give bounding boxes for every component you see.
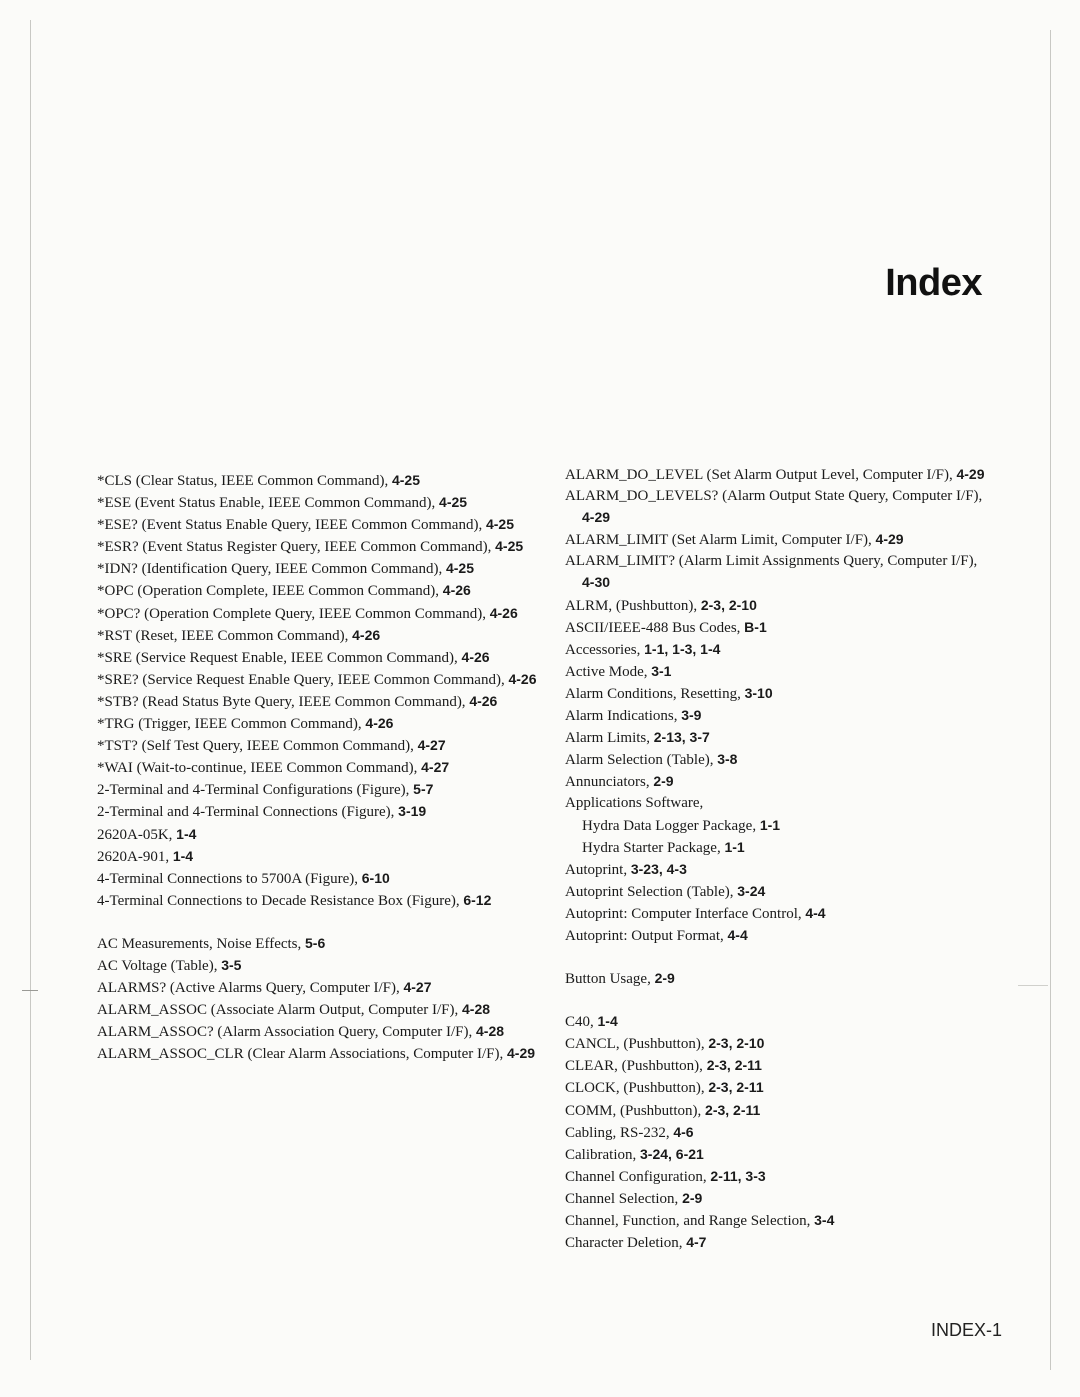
index-entry-term: *ESE (Event Status Enable, IEEE Common Command), bbox=[97, 495, 440, 512]
index-entry-term: *STB? (Read Status Byte Query, IEEE Common Command), bbox=[97, 693, 470, 710]
index-entry-page-ref: 4-27 bbox=[403, 979, 432, 996]
index-entry-page-ref: 5-7 bbox=[413, 781, 434, 798]
index-entry bbox=[565, 705, 985, 727]
index-entry bbox=[97, 669, 537, 691]
index-entry-term: AC Voltage (Table), bbox=[97, 957, 222, 974]
index-entry bbox=[97, 603, 537, 625]
index-entry-page-ref: 4-26 bbox=[469, 692, 498, 709]
index-entry-term: Alarm Limits, bbox=[565, 730, 654, 747]
index-entry-page-ref: 4-4 bbox=[727, 926, 748, 943]
index-entry-page-ref: 4-29 bbox=[507, 1045, 536, 1062]
index-entry-term: Alarm Selection (Table), bbox=[565, 752, 718, 769]
index-entry bbox=[97, 846, 537, 868]
index-entry-page-ref: 4-26 bbox=[442, 582, 471, 599]
index-entry-page-ref: 4-29 bbox=[956, 466, 985, 482]
index-entry-page-ref: 1-1 bbox=[724, 838, 745, 855]
index-entry bbox=[97, 492, 537, 514]
index-entry-term: ASCII/IEEE-488 Bus Codes, bbox=[565, 619, 745, 636]
index-entry bbox=[565, 1166, 985, 1188]
index-entry bbox=[565, 1122, 985, 1144]
index-entry-term: Autoprint, bbox=[565, 861, 631, 878]
index-entry-page-ref: 6-12 bbox=[463, 891, 492, 908]
index-entry bbox=[97, 977, 537, 999]
entry-gap bbox=[565, 947, 985, 968]
index-entry-term: CANCL, (Pushbutton), bbox=[565, 1036, 709, 1053]
index-entry bbox=[97, 691, 537, 713]
scan-edge-left bbox=[30, 20, 31, 1360]
index-entry-term: *TRG (Trigger, IEEE Common Command), bbox=[97, 716, 366, 733]
index-entry-page-ref: 4-26 bbox=[489, 604, 518, 621]
index-entry-term: ALARM_ASSOC (Associate Alarm Output, Computer I/F), bbox=[97, 1002, 462, 1019]
index-entry-page-ref: 6-10 bbox=[361, 869, 390, 886]
index-entry bbox=[97, 890, 537, 912]
index-entry-term: Alarm Indications, bbox=[565, 708, 682, 725]
index-column-right bbox=[565, 464, 985, 1254]
index-entry-page-ref: 3-19 bbox=[398, 803, 427, 820]
index-entry-page-ref: 3-5 bbox=[221, 956, 242, 973]
index-entry-page-ref: 3-4 bbox=[814, 1212, 835, 1228]
index-entry bbox=[97, 647, 537, 669]
index-entry-term: 4-Terminal Connections to Decade Resistance Box (Figure), bbox=[97, 892, 464, 909]
index-entry bbox=[97, 868, 537, 890]
index-entry-page-ref: 2-3, 2-11 bbox=[705, 1101, 761, 1118]
index-entry-term: CLEAR, (Pushbutton), bbox=[565, 1058, 707, 1075]
index-entry-page-ref: 4-30 bbox=[582, 574, 611, 591]
index-entry-page-ref: 2-3, 2-11 bbox=[708, 1079, 764, 1096]
index-entry-page-ref: 4-26 bbox=[461, 648, 490, 665]
index-entry-term: CLOCK, (Pushbutton), bbox=[565, 1080, 709, 1097]
index-entry bbox=[97, 735, 537, 757]
index-entry-term: 2-Terminal and 4-Terminal Configurations (Figure), bbox=[97, 782, 414, 799]
index-entry-term: ALARM_ASSOC_CLR (Clear Alarm Associations, Computer I/F), bbox=[97, 1046, 507, 1063]
index-entry bbox=[97, 536, 537, 558]
index-entry bbox=[97, 824, 537, 846]
index-entry-term: COMM, (Pushbutton), bbox=[565, 1102, 706, 1119]
index-entry-page-ref: 2-13, 3-7 bbox=[653, 729, 710, 746]
index-entry-page-ref: 4-25 bbox=[439, 494, 468, 511]
index-entry bbox=[565, 529, 985, 551]
page-number: INDEX-1 bbox=[930, 1320, 1002, 1340]
index-entry bbox=[565, 1232, 985, 1254]
index-entry bbox=[565, 903, 985, 925]
index-entry bbox=[97, 801, 537, 823]
scan-edge-right bbox=[1050, 30, 1051, 1370]
index-entry-page-ref: 3-1 bbox=[651, 662, 672, 679]
index-entry bbox=[565, 881, 985, 903]
index-entry-term: Active Mode, bbox=[565, 663, 652, 680]
index-entry-page-ref: 3-10 bbox=[744, 684, 773, 701]
index-entry-term: *OPC (Operation Complete, IEEE Common Command), bbox=[97, 583, 443, 600]
index-entry-page-ref: 4-29 bbox=[582, 509, 611, 526]
index-entry-page-ref: 3-8 bbox=[717, 751, 738, 768]
index-entry-term: 2620A-05K, bbox=[97, 826, 177, 843]
index-entry-page-ref: 3-24, 6-21 bbox=[640, 1145, 704, 1162]
index-entry-term: *SRE (Service Request Enable, IEEE Common Command), bbox=[97, 649, 462, 666]
index-entry-page-ref: 4-25 bbox=[445, 560, 474, 577]
index-entry bbox=[565, 617, 985, 639]
index-entry-page-ref: 1-1 bbox=[759, 816, 781, 833]
index-entry bbox=[565, 683, 985, 705]
index-entry-page-ref: 4-6 bbox=[673, 1123, 694, 1140]
index-entry-page-ref: 4-28 bbox=[462, 1001, 491, 1018]
index-entry bbox=[97, 470, 537, 492]
index-entry bbox=[565, 925, 985, 947]
index-entry-page-ref: 4-26 bbox=[352, 626, 381, 643]
index-entry-page-ref: 2-9 bbox=[682, 1189, 703, 1206]
index-entry-page-ref: 5-6 bbox=[305, 934, 326, 951]
index-entry-term: ALARM_LIMIT? (Alarm Limit Assignments Query, Computer I/F), bbox=[565, 553, 978, 570]
index-entry-term: Hydra Data Logger Package, bbox=[582, 817, 760, 834]
index-entry bbox=[565, 859, 985, 881]
entry-gap bbox=[97, 912, 537, 933]
index-entry bbox=[97, 713, 537, 735]
index-entry-page-ref: 1-1, 1-3, 1-4 bbox=[644, 640, 721, 657]
index-entry-page-ref: 4-4 bbox=[805, 904, 826, 921]
index-entry-term: *IDN? (Identification Query, IEEE Common Command), bbox=[97, 561, 446, 578]
index-entry-page-ref: 2-9 bbox=[654, 970, 675, 987]
index-entry bbox=[565, 815, 985, 837]
index-entry bbox=[565, 749, 985, 771]
index-entry bbox=[565, 1144, 985, 1166]
index-entry bbox=[565, 1188, 985, 1210]
scan-mark-right bbox=[1018, 985, 1048, 986]
index-entry bbox=[97, 933, 537, 955]
index-entry-term: *SRE? (Service Request Enable Query, IEEE Common Command), bbox=[97, 671, 509, 688]
index-entry bbox=[97, 1021, 537, 1043]
index-entry bbox=[565, 661, 985, 683]
index-entry bbox=[565, 551, 985, 594]
index-entry-page-ref: 4-25 bbox=[485, 516, 514, 533]
index-entry-term: Alarm Conditions, Resetting, bbox=[565, 685, 745, 702]
index-entry-term: Cabling, RS-232, bbox=[565, 1124, 674, 1141]
index-entry bbox=[565, 639, 985, 661]
index-entry-term: *ESR? (Event Status Register Query, IEEE Common Command), bbox=[97, 539, 496, 556]
index-entry-term: Autoprint: Computer Interface Control, bbox=[565, 905, 806, 922]
index-entry-term: 2-Terminal and 4-Terminal Connections (Figure), bbox=[97, 804, 399, 821]
index-entry-term: *OPC? (Operation Complete Query, IEEE Common Command), bbox=[97, 605, 490, 622]
index-entry-page-ref: 4-26 bbox=[365, 715, 394, 732]
index-entry bbox=[565, 771, 985, 793]
index-entry bbox=[97, 580, 537, 602]
index-entry-term: *ESE? (Event Status Enable Query, IEEE Common Command), bbox=[97, 517, 486, 534]
index-entry-term: Annunciators, bbox=[565, 774, 654, 791]
index-entry-page-ref: 2-11, 3-3 bbox=[710, 1167, 766, 1184]
index-entry-page-ref: 3-24 bbox=[737, 882, 766, 899]
index-entry bbox=[97, 514, 537, 536]
index-entry-page-ref: 4-28 bbox=[476, 1023, 505, 1040]
index-entry-term: *TST? (Self Test Query, IEEE Common Command), bbox=[97, 738, 418, 755]
index-entry bbox=[565, 837, 985, 859]
scan-mark-left bbox=[22, 990, 38, 991]
entry-gap bbox=[565, 990, 985, 1011]
index-entry bbox=[97, 625, 537, 647]
index-entry-page-ref: 2-3, 2-10 bbox=[700, 596, 757, 613]
index-entry bbox=[565, 968, 985, 990]
index-entry-term: ALARM_DO_LEVEL (Set Alarm Output Level, Computer I/F), bbox=[565, 467, 957, 483]
index-entry-page-ref: 3-9 bbox=[681, 707, 702, 724]
index-entry bbox=[565, 1011, 985, 1033]
index-entry-term: Autoprint: Output Format, bbox=[565, 927, 728, 944]
index-entry-term: Accessories, bbox=[565, 641, 645, 658]
index-entry-page-ref: 1-4 bbox=[176, 825, 197, 842]
index-entry-term: ALRM, (Pushbutton), bbox=[565, 597, 701, 614]
index-entry-term: ALARM_ASSOC? (Alarm Association Query, Computer I/F), bbox=[97, 1024, 476, 1041]
index-entry bbox=[565, 486, 985, 529]
index-entry-page-ref: 1-4 bbox=[172, 847, 194, 864]
page-title: Index bbox=[885, 262, 982, 304]
index-entry-page-ref: 4-25 bbox=[391, 472, 421, 488]
index-entry-page-ref: 2-3, 2-11 bbox=[706, 1057, 762, 1074]
index-entry bbox=[97, 1043, 537, 1065]
index-entry-term: Character Deletion, bbox=[565, 1235, 687, 1252]
index-entry bbox=[565, 793, 985, 814]
index-entry-page-ref: 4-7 bbox=[686, 1234, 707, 1251]
index-entry-page-ref: 2-3, 2-10 bbox=[708, 1035, 765, 1052]
index-entry-term: *CLS (Clear Status, IEEE Common Command), bbox=[97, 473, 392, 489]
index-entry-term: Channel Selection, bbox=[565, 1190, 683, 1207]
index-entry-term: ALARMS? (Active Alarms Query, Computer I/F), bbox=[97, 980, 404, 997]
index-entry-page-ref: 4-29 bbox=[875, 531, 904, 548]
index-entry bbox=[565, 1100, 985, 1122]
index-entry bbox=[97, 757, 537, 779]
index-entry bbox=[565, 595, 985, 617]
index-entry-term: 4-Terminal Connections to 5700A (Figure), bbox=[97, 870, 362, 887]
index-entry-page-ref: 4-27 bbox=[421, 759, 450, 776]
index-entry-term: ALARM_LIMIT (Set Alarm Limit, Computer I/F), bbox=[565, 532, 876, 549]
index-entry-term: AC Measurements, Noise Effects, bbox=[97, 935, 306, 952]
index-entry-page-ref: 3-23, 4-3 bbox=[630, 860, 687, 877]
index-entry bbox=[97, 558, 537, 580]
index-entry bbox=[97, 999, 537, 1021]
index-entry-page-ref: 1-4 bbox=[597, 1013, 618, 1030]
index-entry-page-ref: 4-26 bbox=[508, 670, 537, 687]
index-entry bbox=[565, 1210, 985, 1232]
index-entry-page-ref: 2-9 bbox=[653, 773, 674, 790]
index-entry-term: Applications Software, bbox=[565, 795, 704, 812]
index-entry-term: Button Usage, bbox=[565, 971, 655, 988]
index-entry bbox=[97, 955, 537, 977]
index-entry-term: *WAI (Wait-to-continue, IEEE Common Command), bbox=[97, 760, 422, 777]
index-entry bbox=[97, 779, 537, 801]
index-entry bbox=[565, 1033, 985, 1055]
index-entry-term: ALARM_DO_LEVELS? (Alarm Output State Query, Computer I/F), bbox=[565, 488, 983, 505]
index-entry-page-ref: 4-25 bbox=[495, 538, 524, 555]
index-entry-term: Channel Configuration, bbox=[565, 1168, 711, 1185]
index-entry-term: Calibration, bbox=[565, 1146, 640, 1163]
index-entry-term: *RST (Reset, IEEE Common Command), bbox=[97, 627, 353, 644]
index-entry bbox=[565, 1077, 985, 1099]
index-entry-term: Autoprint Selection (Table), bbox=[565, 883, 738, 900]
index-column-left bbox=[97, 470, 537, 1065]
index-entry-term: Hydra Starter Package, bbox=[582, 839, 725, 856]
index-entry bbox=[565, 727, 985, 749]
index-entry-term: 2620A-901, bbox=[97, 848, 173, 865]
index-entry bbox=[565, 464, 985, 486]
index-entry-term: C40, bbox=[565, 1014, 598, 1031]
index-entry-page-ref: B-1 bbox=[744, 618, 767, 635]
index-entry bbox=[565, 1055, 985, 1077]
index-entry-page-ref: 4-27 bbox=[417, 737, 446, 754]
index-entry-term: Channel, Function, and Range Selection, bbox=[565, 1213, 815, 1229]
